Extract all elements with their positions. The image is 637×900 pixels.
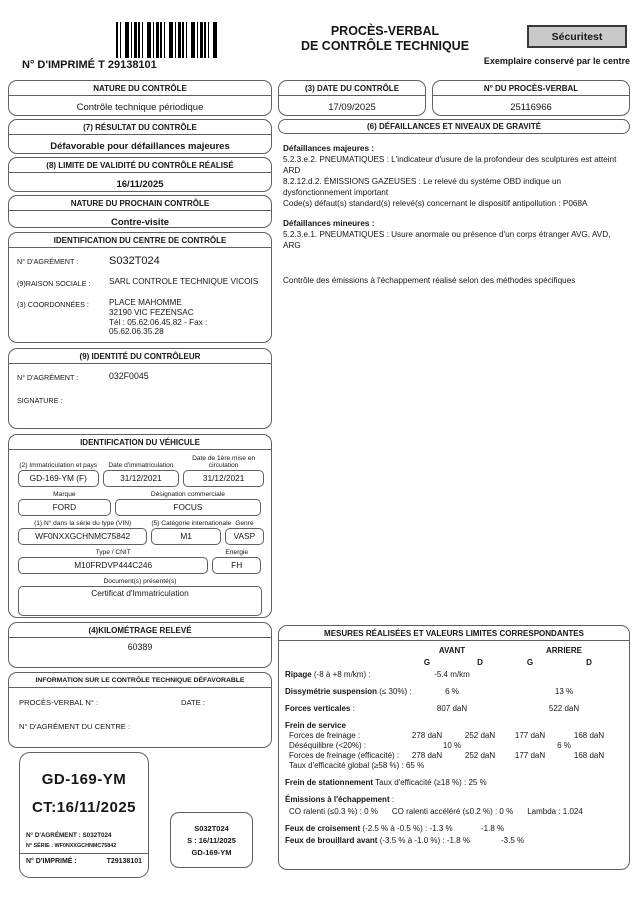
forces-freinage-avd: 252 daN [464,731,496,740]
page-title [285,24,485,54]
info-pv-label: PROCÈS-VERBAL N° : [19,698,99,707]
sticker-box [170,812,253,868]
info-defavorable-header: INFORMATION SUR LE CONTRÔLE TECHNIQUE DÉFAVORABLE [9,673,271,688]
spacer [285,714,623,721]
vignette-plate: GD-169-YM [41,771,127,788]
mesure-row-forces-freinage-eff [285,751,623,761]
feux-croisement-bold: Feux de croisement [285,824,361,833]
forces-verticales-avant: 807 daN [436,704,468,713]
forces-freinage-eff-label: Forces de freinage (efficacité) : [289,751,400,760]
vehicule-box [8,434,272,618]
controleur-signature-row [9,382,271,405]
info-agrement-label: N° D'AGRÉMENT DU CENTRE : [19,722,131,731]
defaillances-header: (6) DÉFAILLANCES ET NIVEAUX DE GRAVITÉ [366,122,542,131]
vehicule-header: IDENTIFICATION DU VÉHICULE [9,435,271,450]
desequilibre-avant: 10 % [442,741,462,750]
col-group-avant: AVANT [438,646,466,655]
centre-agrement-value: S032T024 [109,255,160,267]
frein-stationnement [285,778,623,788]
spacer [283,209,628,218]
feux-brouillard-second: -3.5 % [501,836,525,845]
categorie-value: M1 [151,528,221,545]
limite-validite-value: 16/11/2025 [116,179,164,190]
taux-global: Taux d'efficacité global (≥58 %) : 65 % [289,761,425,770]
copy-note: Exemplaire conservé par le centre [483,56,630,66]
immatriculation-label: (2) Immatriculation et pays [19,462,98,469]
mesure-row-forces-freinage [285,731,623,741]
frein-stationnement-rest: Taux d'efficacité (≥18 %) : 25 % [373,778,487,787]
mesure-row-ripage [285,670,623,680]
centre-controle-box [8,232,272,343]
col-head-avant-d: D [477,658,483,667]
vignette-imprime-label: N° D'IMPRIMÉ : [26,858,77,865]
centre-coordonnees-label: (3) COORDONNÉES : [17,300,89,309]
co-accelere-value: CO ralenti accéléré (≤0.2 %) : 0 % [391,807,514,816]
centre-raison-value: SARL CONTROLE TECHNIQUE VICOIS [109,277,259,286]
vehicule-values-row5 [18,586,262,616]
energie-value: FH [212,557,261,574]
date-controle-value: 17/09/2025 [328,102,376,113]
mesures-box [278,625,630,870]
designation-label: Désignation commerciale [150,491,225,498]
sticker-plate: GD-169-YM [191,847,232,857]
col-group-arriere: ARRIERE [545,646,582,655]
securitest-logo-text: Sécuritest [551,30,603,43]
desequilibre-arriere: 6 % [557,741,571,750]
mesure-row-dissymetrie [285,687,623,697]
defaillances-header-box [278,119,630,134]
vehicule-labels-row2 [18,491,262,498]
forces-freinage-label: Forces de freinage : [289,731,361,740]
ripage-label-rest: (-8 à +8 m/km) : [311,670,371,679]
immatriculation-value: GD-169-YM (F) [18,470,99,487]
centre-agrement-row [9,248,271,267]
genre-value: VASP [225,528,264,545]
defaillances-note: Contrôle des émissions à l'échappement réalisé selon des méthodes spécifiques [283,276,576,285]
centre-coordonnees-row [9,288,271,337]
defaillances-text [283,143,628,286]
vehicule-values-row2 [18,499,262,516]
spacer [285,788,623,795]
feux-croisement-row [285,824,623,834]
numero-pv-box [432,80,630,116]
col-head-arriere-g: G [526,658,534,667]
documents-value: Certificat d'Immatriculation [18,586,262,616]
col-head-arriere-d: D [586,658,592,667]
forces-verticales-arriere: 522 daN [548,704,580,713]
date-immatriculation-value: 31/12/2021 [103,470,180,487]
forces-freinage-eff-ard: 168 daN [573,751,605,760]
marque-value: FORD [18,499,111,516]
controleur-signature-area [109,394,263,405]
emissions-values-row [285,807,623,817]
forces-freinage-arg: 177 daN [514,731,546,740]
categorie-label: (5) Catégorie internationale [151,520,232,527]
controleur-agrement-value: 032F0045 [109,371,149,381]
vehicule-labels-row5 [18,578,262,585]
spacer [285,680,623,687]
kilometrage-header: (4)KILOMÉTRAGE RELEVÉ [9,623,271,638]
feux-brouillard-row [285,836,623,846]
limite-validite-box [8,157,272,192]
vin-value: WF0NXXGCHNMC75842 [18,528,147,545]
info-defavorable-content [9,688,271,731]
resultat-value: Défavorable pour défaillances majeures [50,141,230,152]
feux-croisement-rest: (-2.5 % à -0.5 %) : -1.3 % [360,824,453,833]
numero-pv-value: 25116966 [510,102,552,113]
dissymetrie-label-rest: (≤ 30%) : [377,687,412,696]
mesures-col-groups [285,646,623,656]
vehicule-values-row3 [18,528,262,545]
centre-coordonnees-value [109,298,263,337]
type-cnit-value: M10FRDVP444C246 [18,557,208,574]
centre-raison-row [9,267,271,288]
feux-croisement-second: -1.8 % [481,824,505,833]
limite-validite-header: (8) LIMITE DE VALIDITÉ DU CONTRÔLE RÉALISÉ [9,158,271,173]
defaillance-majeure-item: Code(s) défaut(s) standard(s) relevé(s) concernant le dispositif antipollution : P068A [283,199,588,208]
centre-agrement-label: N° D'AGRÉMENT : [17,257,79,266]
date-controle-header: (3) DATE DU CONTRÔLE [279,81,425,96]
designation-value: FOCUS [115,499,261,516]
barcode-icon [116,22,218,58]
vignette-imprime-value: T29138101 [106,858,142,865]
mesures-header: MESURES RÉALISÉES ET VALEURS LIMITES CORRESPONDANTES [279,626,629,641]
prochain-controle-value: Contre-visite [110,217,170,228]
vehicule-values-row1 [18,470,262,487]
centre-adresse-ligne3: Tél : 05.62.06.45.82 - Fax : 05.62.06.35.28 [109,318,208,336]
genre-label: Genre [235,520,254,527]
numero-pv-header: N° DU PROCÈS-VERBAL [433,81,629,96]
page-title-line2: DE CONTRÔLE TECHNIQUE [300,39,470,53]
forces-freinage-eff-arg: 177 daN [514,751,546,760]
ripage-value: -5.4 m/km [434,670,470,679]
defaillance-majeure-item: 8.2.12.d.2. ÉMISSIONS GAZEUSES : Le relevé du système OBD indique un dysfonctionnement important [283,177,562,197]
controleur-agrement-label: N° D'AGRÉMENT : [17,373,79,382]
mesure-row-desequilibre [285,741,623,751]
centre-adresse-ligne2: 32190 VIC FEZENSAC [109,308,194,317]
prochain-controle-header: NATURE DU PROCHAIN CONTRÔLE [9,196,271,211]
controleur-agrement-row [9,364,271,382]
nature-controle-box [8,80,272,116]
nature-controle-header: NATURE DU CONTRÔLE [9,81,271,96]
securitest-logo [527,25,627,48]
date-circulation-label: Date de 1ère mise en circulation [192,455,256,469]
prochain-controle-box [8,195,272,228]
mesures-col-heads [285,658,623,668]
emissions-title [285,795,623,805]
spacer [285,771,623,778]
date-circulation-value: 31/12/2021 [183,470,264,487]
vignette-imprime-row [20,853,148,865]
dissymetrie-arriere: 13 % [554,687,574,696]
spacer [283,251,628,275]
forces-verticales-label [285,704,399,714]
vignette-box [19,752,149,878]
imprint-number: N° D'IMPRIMÉ T 29138101 [22,59,157,71]
frein-service-title: Frein de service [285,721,346,730]
controleur-header: (9) IDENTITÉ DU CONTRÔLEUR [9,349,271,364]
vehicule-labels-row3 [18,520,262,527]
vignette-serie: N° SÉRIE : WF0NXXGCHNMC75842 [26,843,117,849]
emissions-title-bold: Émissions à l'échappement [285,795,390,804]
co-ralenti-value: CO ralenti (≤0.3 %) : 0 % [289,807,378,816]
col-head-avant-g: G [423,658,431,667]
page-title-line1: PROCÈS-VERBAL [330,24,440,38]
vehicule-values-row4 [18,557,262,574]
vignette-agrement: N° D'AGRÉMENT : S032T024 [26,832,112,839]
resultat-header: (7) RÉSULTAT DU CONTRÔLE [9,120,271,135]
defaillance-mineure-item: 5.2.3.e.1. PNEUMATIQUES : Usure anormale ou présence d'un corps étranger AVG, AVD, ARG [283,230,611,250]
kilometrage-box [8,622,272,668]
ripage-label [285,670,399,680]
info-pv-date-row [19,698,261,707]
resultat-box [8,119,272,154]
dissymetrie-label-bold: Dissymétrie suspension [285,687,378,696]
forces-freinage-eff-avd: 252 daN [464,751,496,760]
sticker-date: S : 16/11/2025 [187,835,236,845]
forces-freinage-ard: 168 daN [573,731,605,740]
lambda-value: Lambda : 1.024 [527,807,583,816]
marque-label: Marque [53,491,76,498]
spacer [285,697,623,704]
vin-label: (1) N° dans la série du type (VIN) [34,520,132,527]
kilometrage-value: 60389 [127,642,153,652]
sticker-agrement: S032T024 [194,823,229,833]
controleur-box [8,348,272,429]
defaillances-majeures-title: Défaillances majeures : [283,144,375,153]
info-defavorable-box [8,672,272,748]
desequilibre-label: Déséquilibre (<20%) : [289,741,367,750]
type-cnit-label: Type / CNIT [95,549,131,556]
info-date-label: DATE : [181,698,205,707]
centre-raison-label: (9)RAISON SOCIALE : [17,279,91,288]
dissymetrie-avant: 6 % [445,687,459,696]
mesures-content [279,641,629,846]
frein-stationnement-bold: Frein de stationnement [285,778,374,787]
documents-label: Document(s) présenté(s) [103,578,177,585]
energie-label: Energie [225,549,249,556]
vehicule-labels-row1 [18,455,262,469]
forces-verticales-label-bold: Forces verticales [285,704,351,713]
ripage-label-bold: Ripage [285,670,312,679]
forces-freinage-eff-avg: 278 daN [411,751,443,760]
dissymetrie-label [285,687,412,697]
centre-controle-header: IDENTIFICATION DU CENTRE DE CONTRÔLE [9,233,271,248]
spacer [285,817,623,824]
forces-verticales-label-rest: : [350,704,355,713]
date-immatriculation-label: Date d'immatriculation [108,462,174,469]
feux-brouillard-rest: (-3.5 % à -1.0 %) : -1.8 % [377,836,470,845]
nature-controle-value: Contrôle technique périodique [76,102,204,113]
mesure-row-forces-verticales [285,704,623,714]
centre-adresse-ligne1: PLACE MAHOMME [109,298,182,307]
vignette-ct-date: CT:16/11/2025 [31,799,137,816]
vehicule-labels-row4 [18,549,262,556]
date-controle-box [278,80,426,116]
defaillance-majeure-item: 5.2.3.e.2. PNEUMATIQUES : L'indicateur d'usure de la profondeur des sculptures est atteint ARD [283,155,617,175]
forces-freinage-avg: 278 daN [411,731,443,740]
emissions-title-rest: : [389,795,395,804]
feux-brouillard-bold: Feux de brouillard avant [285,836,378,845]
vehicule-content [9,450,271,616]
controleur-signature-label: SIGNATURE : [17,396,63,405]
defaillances-mineures-title: Défaillances mineures : [283,219,375,228]
